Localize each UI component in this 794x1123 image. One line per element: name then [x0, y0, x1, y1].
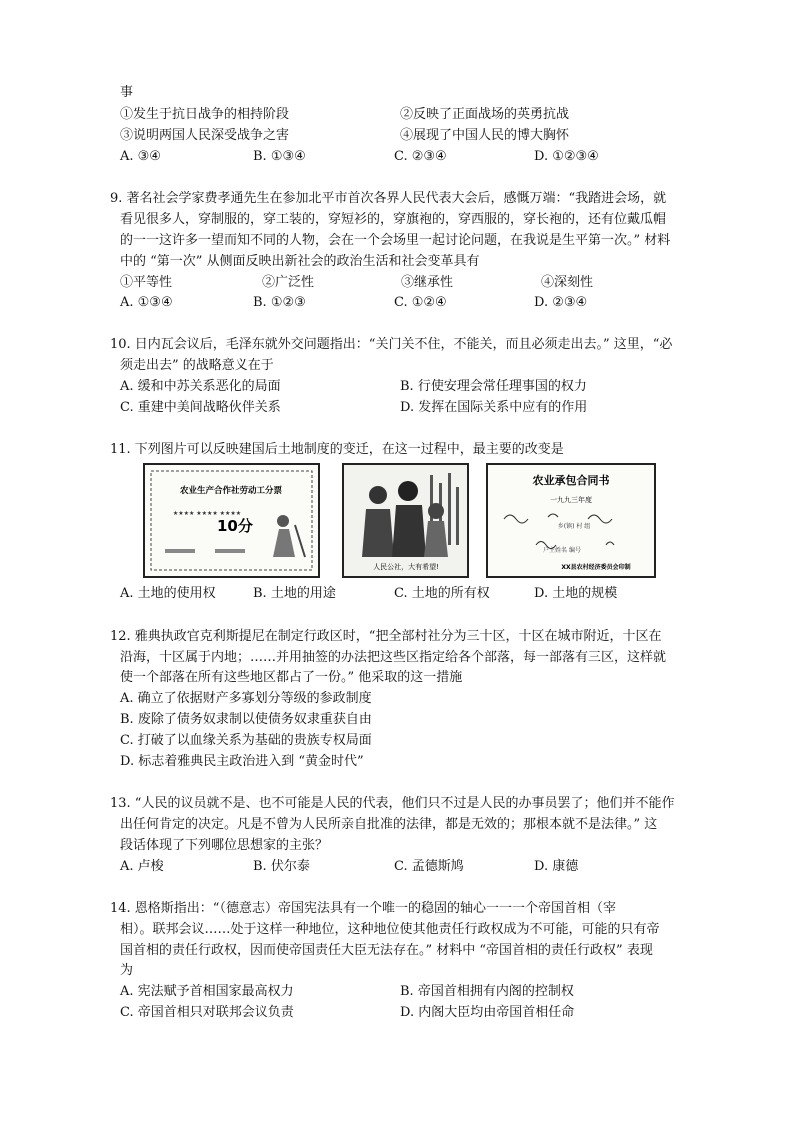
q13-option-b[interactable]: B. 伏尔泰 [253, 859, 310, 874]
q8-continuation: 事 [120, 85, 134, 100]
q9-statement-4: ④深刻性 [541, 275, 594, 290]
q8-option-d[interactable]: D. ①②③④ [534, 149, 599, 164]
q8-statement-3: ③说明两国人民深受战争之害 [120, 128, 290, 143]
q14-stem-line-4: 为 [120, 963, 134, 978]
q11-option-c[interactable]: C. 土地的所有权 [394, 586, 490, 601]
q8-statement-1: ①发生于抗日战争的相持阶段 [120, 107, 290, 122]
contract-line-1: 乡(镇) 村 组 [557, 523, 591, 530]
q10-stem-line-1: 10. 日内瓦会议后，毛泽东就外交问题指出：“关门关不住，不能关，而且必须走出去。” 这里，“必 [110, 337, 673, 352]
q12-stem-line-3: 使一个部落在所有这些地区都占了一份。” 他采取的这一措施 [120, 670, 463, 685]
q13-stem-line-1: 13. “人民的议员就不是、也不可能是人民的代表，他们只不过是人民的办事员罢了；他们并不能作 [110, 796, 675, 811]
q13-stem-line-2: 出任何肯定的决定。凡是不曾为人民所亲自批准的法律，都是无效的；那根本就不是法律。” 这 [120, 817, 658, 832]
contract-document-image [486, 463, 656, 578]
q10-stem-line-2: 须走出去” 的战略意义在于 [120, 358, 274, 373]
q9-stem-line-1: 9. 著名社会学家费孝通先生在参加北平市首次各界人民代表大会后，感慨万端：“我踏进会场，就 [110, 191, 667, 206]
q14-stem-line-3: 国首相的责任行政权，因而使帝国责任大臣无法存在。” 材料中 “帝国首相的责任行政权” 表现 [120, 943, 653, 958]
ticket-stars: ★★★★ ★★★★ ★★★★ [172, 510, 242, 517]
q12-option-d[interactable]: D. 标志着雅典民主政治进入到 “黄金时代” [120, 754, 364, 769]
poster-caption: 人民公社，大有希望! [373, 563, 439, 571]
q14-option-d[interactable]: D. 内阁大臣均由帝国首相任命 [400, 1005, 575, 1020]
q9-option-c[interactable]: C. ①②④ [394, 295, 447, 310]
q11-option-d[interactable]: D. 土地的规模 [534, 586, 618, 601]
q12-option-a[interactable]: A. 确立了依据财产多寡划分等级的参政制度 [120, 691, 372, 706]
q13-option-d[interactable]: D. 康德 [534, 859, 579, 874]
q8-statement-4: ④展现了中国人民的博大胸怀 [400, 128, 570, 143]
q9-statement-3: ③继承性 [401, 275, 454, 290]
q14-stem-line-2: 相）。联邦会议……处于这样一种地位，这种地位使其他责任行政权成为不可能，可能的只有帝 [120, 922, 660, 937]
q12-stem-line-1: 12. 雅典执政官克利斯提尼在制定行政区时，“把全部村社分为三十区，十区在城市附近，十区在 [110, 629, 662, 644]
ticket-title: 农业生产合作社劳动工分票 [179, 486, 283, 496]
q13-option-c[interactable]: C. 孟德斯鸠 [394, 859, 464, 874]
q9-stem-line-3: 的一一这许多一望而知不同的人物，会在一个会场里一起讨论问题，在我说是生平第一次。” 材料 [120, 233, 671, 248]
q13-stem-line-3: 段话体现了下列哪位思想家的主张？ [120, 838, 329, 853]
q13-option-a[interactable]: A. 卢梭 [120, 859, 164, 874]
q12-option-c[interactable]: C. 打破了以血缘关系为基础的贵族专权局面 [120, 733, 372, 748]
contract-issuer: XX县农村经济委员会印制 [561, 564, 631, 571]
q10-option-c[interactable]: C. 重建中美间战略伙伴关系 [120, 400, 281, 415]
q14-option-b[interactable]: B. 帝国首相拥有内阁的控制权 [400, 984, 574, 999]
q9-statement-1: ①平等性 [120, 275, 173, 290]
q9-stem-line-2: 看见很多人，穿制服的，穿工装的，穿短衫的，穿旗袍的，穿西服的，穿长袍的，还有位戴瓜帽 [120, 212, 667, 227]
q12-stem-line-2: 沿海，十区属于内地；……并用抽签的办法把这些区指定给各个部落，每一部落有三区，这样就 [120, 650, 667, 665]
q11-stem: 11. 下列图片可以反映建国后土地制度的变迁，在这一过程中，最主要的改变是 [110, 442, 564, 457]
workpoint-ticket-image [143, 463, 320, 578]
q14-stem-line-1: 14. 恩格斯指出：“（德意志）帝国宪法具有一个唯一的稳固的轴心一一一个帝国首相（宰 [110, 901, 616, 916]
q8-option-c[interactable]: C. ②③④ [394, 149, 447, 164]
ticket-value: 10分 [217, 517, 253, 535]
q11-option-a[interactable]: A. 土地的使用权 [120, 586, 216, 601]
contract-line-2: 户主姓名 编号 [543, 547, 581, 554]
q8-option-b[interactable]: B. ①③④ [253, 149, 306, 164]
q14-option-c[interactable]: C. 帝国首相只对联邦会议负责 [120, 1005, 294, 1020]
q9-option-b[interactable]: B. ①②③ [253, 295, 306, 310]
q9-statement-2: ②广泛性 [262, 275, 315, 290]
q12-option-b[interactable]: B. 废除了债务奴隶制以使债务奴隶重获自由 [120, 712, 372, 727]
q9-option-a[interactable]: A. ①③④ [120, 295, 173, 310]
q9-option-d[interactable]: D. ②③④ [534, 295, 588, 310]
q11-option-b[interactable]: B. 土地的用途 [253, 586, 336, 601]
q10-option-d[interactable]: D. 发挥在国际关系中应有的作用 [400, 400, 588, 415]
q14-option-a[interactable]: A. 宪法赋予首相国家最高权力 [120, 984, 294, 999]
commune-poster-image [342, 463, 469, 578]
q8-statement-2: ②反映了正面战场的英勇抗战 [400, 107, 570, 122]
q10-option-a[interactable]: A. 缓和中苏关系恶化的局面 [120, 379, 281, 394]
q9-stem-line-4: 中的 “第一次” 从侧面反映出新社会的政治生活和社会变革具有 [120, 254, 480, 269]
q8-option-a[interactable]: A. ③④ [120, 149, 161, 164]
contract-title: 农业承包合同书 [532, 474, 610, 487]
q10-option-b[interactable]: B. 行使安理会常任理事国的权力 [400, 379, 587, 394]
contract-year: 一九九三年度 [550, 496, 592, 504]
